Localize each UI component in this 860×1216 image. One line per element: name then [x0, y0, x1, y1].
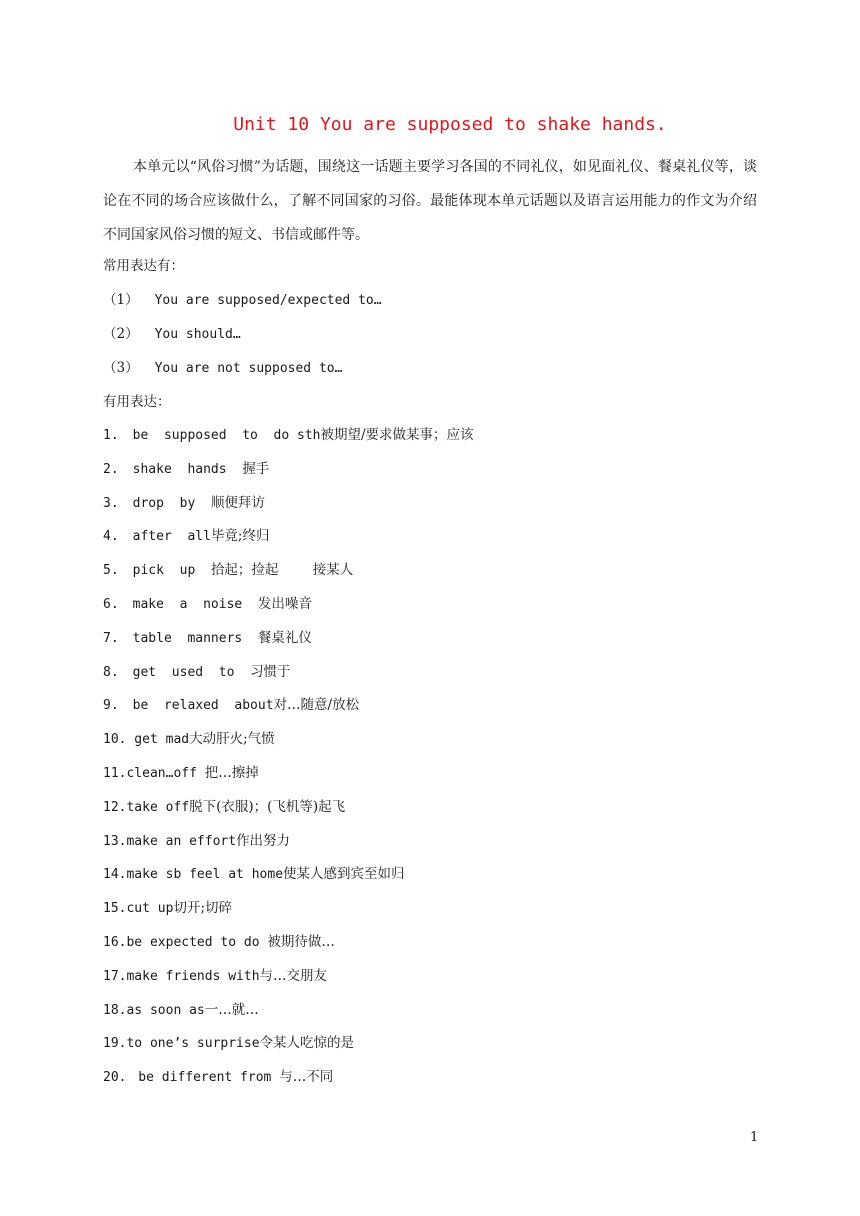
item-number: 16.	[103, 935, 127, 950]
item-number: 15.	[103, 901, 127, 917]
item-text: You should…	[154, 327, 241, 342]
item-number: 12.	[103, 799, 127, 815]
useful-expression-item	[103, 459, 269, 479]
useful-expression-item	[103, 526, 270, 546]
useful-expression-item	[103, 797, 345, 817]
item-english: to one’s surprise	[126, 1036, 260, 1052]
useful-expression-item	[103, 729, 275, 749]
item-english: shake hands	[132, 461, 243, 477]
item-english: take off	[126, 799, 190, 815]
useful-expression-item	[103, 898, 232, 918]
item-number: 2.	[103, 461, 119, 477]
item-number: 18.	[103, 1002, 127, 1018]
item-english: clean…off	[126, 766, 205, 781]
useful-heading: 有用表达：	[103, 394, 171, 410]
item-chinese: 餐桌礼仪	[257, 629, 312, 646]
useful-expression-item	[103, 831, 290, 851]
item-number: 11.	[103, 766, 127, 781]
item-number: 13.	[103, 833, 127, 849]
item-number: （1）	[103, 292, 139, 308]
item-number: 1.	[103, 428, 119, 443]
item-chinese: 顺便拜访	[210, 494, 265, 511]
item-english: as soon as	[126, 1002, 205, 1018]
item-english: be different from	[130, 1070, 280, 1086]
item-number: 3.	[103, 495, 119, 511]
useful-expression-item	[103, 695, 359, 715]
useful-expression-item	[103, 1067, 333, 1087]
item-chinese: 被期待做…	[267, 934, 335, 950]
item-number: 17.	[103, 968, 127, 984]
item-english: get mad	[126, 732, 190, 748]
common-expression-item	[103, 358, 342, 378]
item-number: 9.	[103, 698, 119, 714]
common-expression-item	[103, 290, 382, 310]
item-chinese: 对…随意/放松	[273, 697, 360, 714]
item-chinese: 一…就…	[204, 1001, 259, 1018]
useful-expression-item	[103, 763, 259, 783]
item-english: table manners	[132, 630, 258, 646]
item-chinese: 把…擦掉	[204, 765, 259, 781]
item-chinese: 握手	[242, 460, 270, 477]
item-chinese: 拾起；捡起 接某人	[210, 562, 354, 579]
useful-expression-item	[103, 932, 335, 952]
item-chinese: 令某人吃惊的是	[259, 1035, 355, 1052]
item-english: drop by	[132, 495, 211, 511]
item-text: You are not supposed to…	[154, 361, 343, 376]
item-chinese: 切开;切碎	[173, 900, 233, 917]
useful-expression-item	[103, 662, 291, 682]
item-number: 5.	[103, 563, 119, 579]
item-number: 4.	[103, 529, 119, 545]
item-chinese: 被期望/要求做某事；应该	[320, 427, 474, 443]
item-chinese: 与…交朋友	[259, 967, 328, 984]
item-english: make friends with	[126, 968, 260, 984]
unit-title: Unit 10 You are supposed to shake hands.	[233, 114, 667, 135]
item-number: 14.	[103, 867, 127, 883]
item-number: 10.	[103, 732, 127, 748]
item-number: （3）	[103, 360, 139, 376]
useful-expression-item	[103, 628, 312, 648]
item-chinese: 大动肝火;气愤	[189, 731, 275, 748]
useful-expression-item	[103, 493, 265, 513]
item-chinese: 脱下(衣服)；(飞机等)起飞	[189, 798, 346, 815]
item-chinese: 毕竟;终归	[210, 528, 270, 545]
item-english: be expected to do	[126, 935, 268, 950]
common-expression-item	[103, 324, 241, 344]
item-number: 20.	[103, 1070, 127, 1086]
useful-expression-item	[103, 1000, 259, 1020]
item-english: make a noise	[132, 597, 258, 612]
item-english: pick up	[132, 563, 211, 579]
item-chinese: 发出噪音	[257, 596, 312, 612]
common-heading: 常用表达有：	[103, 258, 184, 274]
useful-expression-item	[103, 1033, 354, 1053]
item-number: （2）	[103, 326, 139, 342]
item-english: be supposed to do sth	[132, 428, 321, 443]
item-number: 19.	[103, 1036, 127, 1052]
useful-expression-item	[103, 966, 327, 986]
page-number: 1	[750, 1130, 759, 1145]
useful-expression-item	[103, 425, 474, 445]
item-number: 7.	[103, 630, 119, 646]
intro-paragraph: 本单元以“风俗习惯”为话题，围绕这一话题主要学习各国的不同礼仪，如见面礼仪、餐桌礼仪等，谈论在不同的场合应该做什么，了解不同国家的习俗。最能体现本单元话题以及语言运用能力的作文为介绍不同国家风俗习惯的短文、书信或邮件等。	[103, 159, 757, 243]
useful-expression-item	[103, 594, 312, 614]
item-english: be relaxed about	[132, 698, 274, 714]
item-number: 6.	[103, 597, 119, 612]
item-english: get used to	[132, 664, 251, 680]
useful-expression-item	[103, 864, 405, 884]
item-english: make an effort	[126, 833, 237, 849]
item-chinese: 习惯于	[250, 663, 291, 680]
item-number: 8.	[103, 664, 119, 680]
item-chinese: 使某人感到宾至如归	[283, 866, 405, 883]
item-text: You are supposed/expected to…	[154, 293, 382, 308]
item-english: make sb feel at home	[126, 867, 284, 883]
item-english: after all	[132, 529, 211, 545]
item-chinese: 作出努力	[236, 832, 291, 849]
item-chinese: 与…不同	[279, 1069, 334, 1086]
item-english: cut up	[126, 901, 174, 917]
useful-expression-item	[103, 560, 353, 580]
